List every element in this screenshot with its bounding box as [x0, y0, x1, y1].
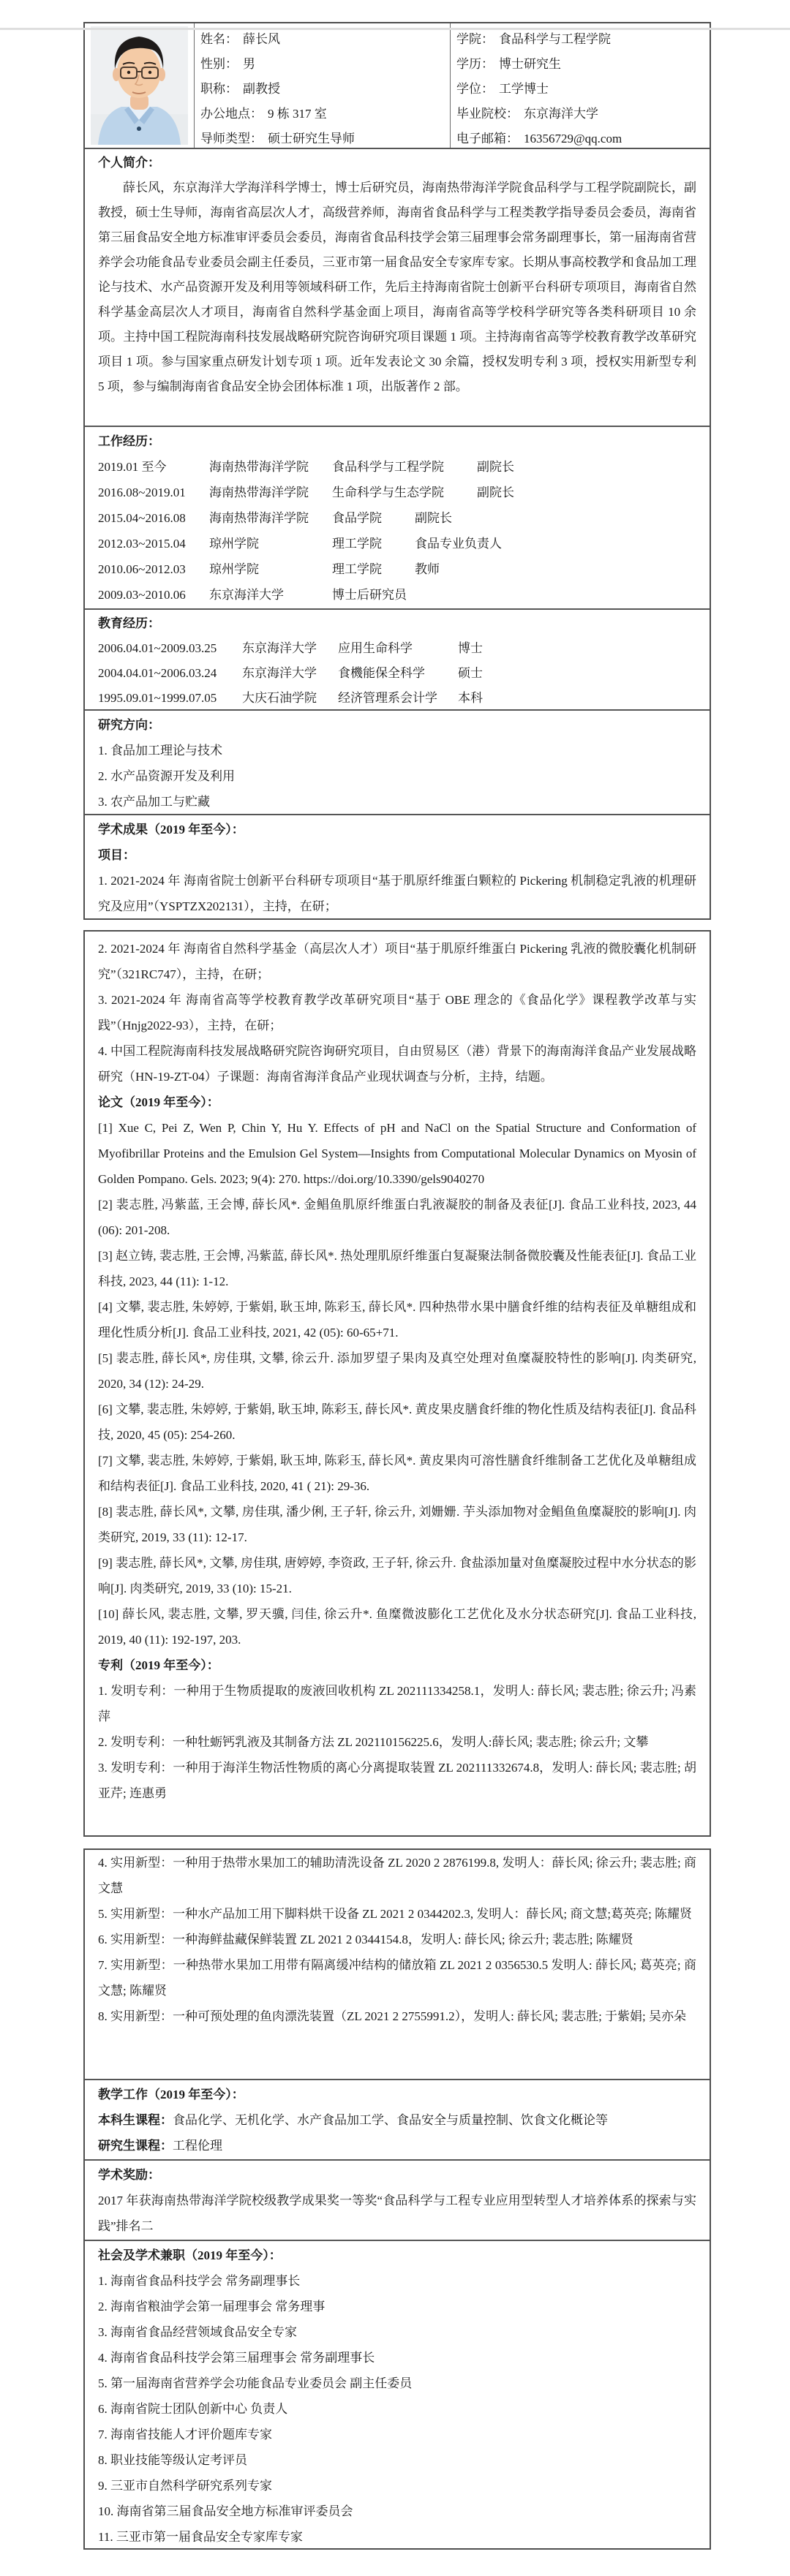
- membership-item: 8. 职业技能等级认定考评员: [98, 2453, 247, 2467]
- field-title: 职称： 副教授: [200, 82, 280, 96]
- paper-item: [1] Xue C, Pei Z, Wen P, Chin Y, Hu Y. Effects of pH and NaCl on the Spatial Structure and Conformation of Myofibrillar Proteins and the Emulsion Gel System—Insights from Computational Molecular Dynamics on Myosin of Golden Pompano. Gels. 2023; 9(4): 270. https://doi.org/10.3390/gels9040270: [98, 1121, 696, 1186]
- paper-item: [8] 裴志胜, 薛长风*, 文攀, 房佳琪, 潘少俐, 王子轩, 徐云升, 刘姗姗. 芋头添加物对金鲳鱼鱼糜凝胶的影响[J]. 肉类研究, 2019, 33 (11): 12-17.: [98, 1505, 696, 1544]
- work-item: 2012.03~2015.04 琼州学院 理工学院 食品专业负责人: [98, 537, 502, 551]
- work-item: 2019.01 至今 海南热带海洋学院 食品科学与工程学院 副院长: [98, 460, 514, 474]
- membership-item: 5. 第一届海南省营养学会功能食品专业委员会 副主任委员: [98, 2376, 413, 2390]
- paper-item: [4] 文攀, 裴志胜, 朱婷婷, 于紫娟, 耿玉坤, 陈彩玉, 薛长风*. 四种热带水果中膳食纤维的结构表征及单糖组成和理化性质分析[J]. 食品工业科技, 2021, 42 (05): 60-65+71.: [98, 1300, 696, 1340]
- patent-item: 7. 实用新型：一种热带水果加工用带有隔离缓冲结构的储放箱 ZL 2021 2 0356530.5 发明人: 薛长风; 葛英亮; 商文慧; 陈耀贤: [98, 1958, 696, 1998]
- membership-item: 1. 海南省食品科技学会 常务副理事长: [98, 2274, 301, 2288]
- paper-item: [10] 薛长风, 裴志胜, 文攀, 罗天骥, 闫佳, 徐云升*. 鱼糜微波膨化工艺优化及水分状态研究[J]. 食品工业科技, 2019, 40 (11): 192-197, 203.: [98, 1607, 696, 1647]
- achievements-title: 学术成果（2019 年至今）：: [98, 823, 244, 836]
- intro-title: 个人简介：: [98, 156, 160, 170]
- project-item: 3. 2021-2024 年 海南省高等学校教育教学改革研究项目“基于 OBE 理念的《食品化学》课程教学改革与实践”（Hnjg2022-93），主持，在研；: [98, 993, 696, 1032]
- section-patents-continued: [85, 1850, 710, 2079]
- patent-item: 1. 发明专利：一种用于生物质提取的废液回收机构 ZL 202111334258.1，发明人: 薛长风; 裴志胜; 徐云升; 冯素萍: [98, 1684, 696, 1723]
- paper-item: [5] 裴志胜, 薛长风*, 房佳琪, 文攀, 徐云升. 添加罗望子果肉及真空处理对鱼糜凝胶特性的影响[J]. 肉类研究, 2020, 34 (12): 24-29.: [98, 1351, 696, 1391]
- education-item: 2004.04.01~2006.03.24 东京海洋大学 食機能保全科学 硕士: [98, 666, 483, 680]
- membership-item: 7. 海南省技能人才评价题库专家: [98, 2428, 272, 2441]
- patent-item: 5. 实用新型：一种水产品加工用下脚料烘干设备 ZL 2021 2 0344202.3, 发明人：薛长风; 商文慧;葛英亮; 陈耀贤: [98, 1907, 693, 1921]
- patent-item: 4. 实用新型：一种用于热带水果加工的辅助清洗设备 ZL 2020 2 2876199.8, 发明人：薛长风; 徐云升; 裴志胜; 商文慧: [98, 1856, 696, 1895]
- paper-item: [7] 文攀, 裴志胜, 朱婷婷, 于紫娟, 耿玉坤, 陈彩玉, 薛长风*. 黄皮果肉可溶性膳食纤维制备工艺优化及单糖组成和结构表征[J]. 食品工业科技, 2020, 41 ( 21): 29-36.: [98, 1454, 696, 1493]
- field-alma-mater: 毕业院校： 东京海洋大学: [456, 107, 598, 121]
- teaching-title: 教学工作（2019 年至今）：: [98, 2088, 244, 2101]
- project-item: 4. 中国工程院海南科技发展战略研究院咨询研究项目，自由贸易区（港）背景下的海南海洋食品产业发展战略研究（HN-19-ZT-04）子课题：海南省海洋食品产业现状调查与分析，主持，结题。: [98, 1044, 696, 1084]
- page-block-2: [83, 930, 711, 1837]
- project-item: 1. 2021-2024 年 海南省院士创新平台科研专项项目“基于肌原纤维蛋白颗粒的 Pickering 机制稳定乳液的机理研究及应用”（YSPTZX202131），主持，在研；: [98, 874, 696, 913]
- paper-item: [2] 裴志胜, 冯紫蓝, 王会博, 薛长风*. 金鲳鱼肌原纤维蛋白乳液凝胶的制备及表征[J]. 食品工业科技, 2023, 44 (06): 201-208.: [98, 1198, 696, 1237]
- section-research: [85, 709, 710, 814]
- basic-info-left: [195, 23, 451, 148]
- membership-item: 9. 三亚市自然科学研究系列专家: [98, 2479, 272, 2493]
- projects-subtitle: 项目：: [98, 848, 135, 862]
- membership-item: 6. 海南省院士团队创新中心 负责人: [98, 2402, 288, 2416]
- paper-item: [6] 文攀, 裴志胜, 朱婷婷, 于紫娟, 耿玉坤, 陈彩玉, 薛长风*. 黄皮果皮膳食纤维的物化性质及结构表征[J]. 食品科技, 2020, 45 (05): 254-260.: [98, 1402, 696, 1442]
- work-item: 2009.03~2010.06 东京海洋大学 博士后研究员: [98, 588, 407, 602]
- page-block-3: [83, 1848, 711, 2550]
- section-education: [85, 608, 710, 709]
- patent-item: 3. 发明专利：一种用于海洋生物活性物质的离心分离提取装置 ZL 202111332674.8，发明人: 薛长风; 裴志胜; 胡亚芹; 连惠勇: [98, 1761, 696, 1800]
- membership-item: 4. 海南省食品科技学会第三届理事会 常务副理事长: [98, 2351, 375, 2365]
- field-education-level: 学历： 博士研究生: [456, 57, 561, 71]
- page-block-1: [83, 22, 711, 920]
- awards-title: 学术奖励：: [98, 2168, 160, 2182]
- section-memberships: [85, 2240, 710, 2548]
- membership-item: 2. 海南省粮油学会第一届理事会 常务理事: [98, 2300, 326, 2314]
- paper-item: [9] 裴志胜, 薛长风*, 文攀, 房佳琪, 唐婷婷, 李资政, 王子轩, 徐云升. 食盐添加量对鱼糜凝胶过程中水分状态的影响[J]. 肉类研究, 2019, 33 (10): 15-21.: [98, 1556, 696, 1595]
- field-office: 办公地点： 9 栋 317 室: [200, 107, 327, 121]
- undergrad-courses: 本科生课程：食品化学、无机化学、水产食品加工学、食品安全与质量控制、饮食文化概论等: [98, 2113, 608, 2127]
- cv-document: [83, 22, 711, 2550]
- project-item: 2. 2021-2024 年 海南省自然科学基金（高层次人才）项目“基于肌原纤维蛋白 Pickering 乳液的微胶囊化机制研究”（321RC747），主持，在研；: [98, 942, 696, 981]
- memberships-title: 社会及学术兼职（2019 年至今）：: [98, 2248, 282, 2262]
- membership-item: 10. 海南省第三届食品安全地方标准审评委员会: [98, 2504, 353, 2518]
- education-title: 教育经历：: [98, 616, 160, 630]
- intro-paragraph: 薛长风，东京海洋大学海洋科学博士，博士后研究员，海南热带海洋学院食品科学与工程学院副院长，副教授，硕士生导师，海南省高层次人才，高级营养师，海南省食品科学与工程类教学指导委员会委员，海南省第三届食品安全地方标准审评委员会委员，海南省食品科技学会第三届理事会常务副理事长，第一届海南省营养学会功能食品专业委员会副主任委员，三亚市第一届食品安全专家库专家。长期从事高校教学和食品加工理论与技术、水产品资源开发及利用等领域科研工作，先后主持海南省院士创新平台科研专项项目，海南省自然科学基金高层次人才项目，海南省自然科学基金面上项目，海南省高等学校科学研究等各类科研项目 10 余项。主持中国工程院海南科技发展战略研究院咨询研究项目课题 1 项。主持海南省高等学校教育教学改革研究项目 1 项。参与国家重点研发计划专项 1 项。近年发表论文 30 余篇，授权发明专利 3 项，授权实用新型专利 5 项，参与编制海南省食品安全协会团体标准 1 项，出版著作 2 部。: [98, 181, 696, 393]
- work-title: 工作经历：: [98, 434, 160, 448]
- field-supervisor-type: 导师类型： 硕士研究生导师: [200, 132, 355, 146]
- education-item: 1995.09.01~1999.07.05 大庆石油学院 经济管理系会计学 本科: [98, 691, 483, 705]
- section-achievements-start: [85, 814, 710, 918]
- patents-subtitle: 专利（2019 年至今）：: [98, 1658, 219, 1672]
- patent-item: 2. 发明专利：一种牡蛎钙乳液及其制备方法 ZL 202110156225.6，发明人:薛长风; 裴志胜; 徐云升; 文攀: [98, 1735, 649, 1749]
- work-item: 2010.06~2012.03 琼州学院 理工学院 教师: [98, 562, 440, 576]
- profile-photo: [91, 26, 188, 145]
- education-item: 2006.04.01~2009.03.25 东京海洋大学 应用生命科学 博士: [98, 641, 483, 655]
- section-teaching: [85, 2079, 710, 2159]
- grad-courses: 研究生课程：工程伦理: [98, 2139, 222, 2153]
- award-item: 2017 年获海南热带海洋学院校级教学成果奖一等奖“食品科学与工程专业应用型转型人才培养体系的探索与实践”排名二: [98, 2194, 696, 2233]
- section-work: [85, 426, 710, 608]
- photo-cell: [85, 23, 195, 148]
- field-gender: 性别： 男: [200, 57, 255, 71]
- work-item: 2016.08~2019.01 海南热带海洋学院 生命科学与生态学院 副院长: [98, 486, 514, 499]
- research-item: 3. 农产品加工与贮藏: [98, 795, 210, 809]
- research-title: 研究方向：: [98, 718, 160, 732]
- research-item: 1. 食品加工理论与技术: [98, 744, 222, 758]
- section-awards: [85, 2159, 710, 2240]
- field-degree: 学位： 工学博士: [456, 82, 549, 96]
- page-top-divider: [0, 28, 790, 30]
- paper-item: [3] 赵立铸, 裴志胜, 王会博, 冯紫蓝, 薛长风*. 热处理肌原纤维蛋白复凝聚法制备微胶囊及性能表征[J]. 食品工业科技, 2023, 44 (11): 1-12.: [98, 1249, 696, 1288]
- work-item: 2015.04~2016.08 海南热带海洋学院 食品学院 副院长: [98, 511, 452, 525]
- patent-item: 8. 实用新型：一种可预处理的鱼肉漂洗装置（ZL 2021 2 2755991.2），发明人: 薛长风; 裴志胜; 于紫娟; 吴亦朵: [98, 2009, 687, 2023]
- field-college: 学院： 食品科学与工程学院: [456, 32, 611, 46]
- membership-item: 3. 海南省食品经营领域食品安全专家: [98, 2325, 297, 2339]
- basic-info-right: [451, 23, 710, 148]
- field-name: 姓名： 薛长风: [200, 32, 280, 46]
- patent-item: 6. 实用新型：一种海鲜盐藏保鲜装置 ZL 2021 2 0344154.8，发明人: 薛长风; 徐云升; 裴志胜; 陈耀贤: [98, 1933, 633, 1946]
- papers-subtitle: 论文（2019 年至今）：: [98, 1095, 219, 1109]
- section-achievements-continued: [85, 932, 710, 1835]
- section-intro: [85, 148, 710, 426]
- membership-item: 11. 三亚市第一届食品安全专家库专家: [98, 2530, 303, 2544]
- field-email: 电子邮箱： 16356729@qq.com: [456, 132, 622, 146]
- profile-info-row: [85, 23, 710, 148]
- research-item: 2. 水产品资源开发及利用: [98, 769, 235, 783]
